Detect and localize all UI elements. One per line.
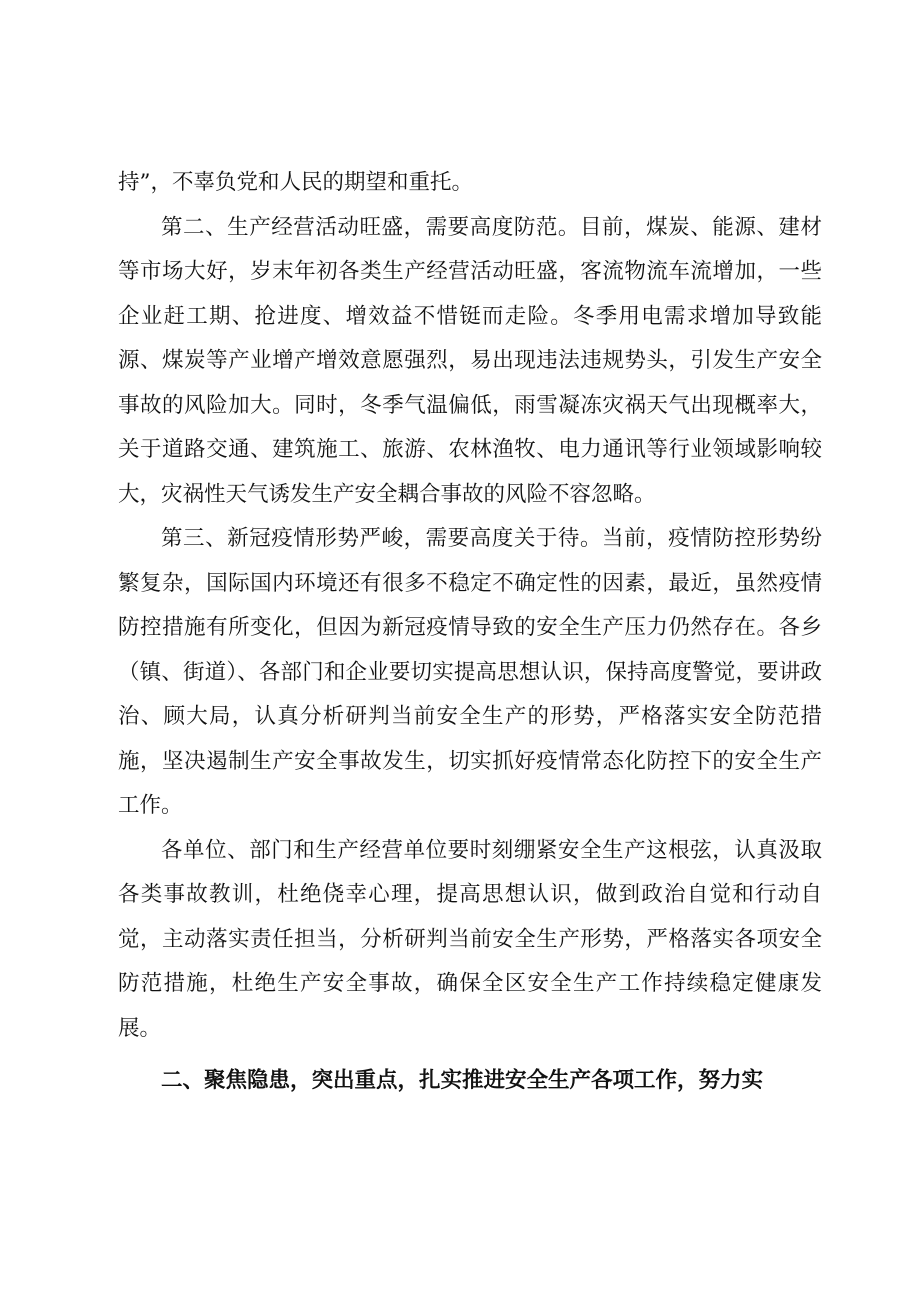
paragraph-continuation: 持”，不辜负党和人民的期望和重托。 <box>118 170 473 195</box>
paragraph-safety-awareness: 各单位、部门和生产经营单位要时刻绷紧安全生产这根弦，认真汲取各类事故教训，杜绝侥幸心理，提高思想认识，做到政治自觉和行动自觉，主动落实责任担当，分析研判当前安全生产形势，严格落实各项安全防范措施，杜绝生产安全事故，确保全区安全生产工作持续稳定健康发展。 <box>118 837 822 1041</box>
document-body <box>118 161 822 1104</box>
paragraph-epidemic-situation: 第三、新冠疫情形势严峻，需要高度关于待。当前，疫情防控形势纷繁复杂，国际国内环境还有很多不稳定不确定性的因素，最近，虽然疫情防控措施有所变化，但因为新冠疫情导致的安全生产压力仍然存在。各乡（镇、街道）、各部门和企业要切实提高思想认识，保持高度警觉，要讲政治、顾大局，认真分析研判当前安全生产的形势，严格落实安全防范措施，坚决遏制生产安全事故发生，切实抓好疫情常态化防控下的安全生产工作。 <box>118 526 822 818</box>
paragraph-production-activity: 第二、生产经营活动旺盛，需要高度防范。目前，煤炭、能源、建材等市场大好，岁末年初各类生产经营活动旺盛，客流物流车流增加，一些企业赶工期、抢进度、增效益不惜铤而走险。冬季用电需求增加导致能源、煤炭等产业增产增效意愿强烈，易出现违法违规势头，引发生产安全事故的风险加大。同时，冬季气温偏低，雨雪凝冻灾祸天气出现概率大，关于道路交通、建筑施工、旅游、农林渔牧、电力通讯等行业领域影响较大，灾祸性天气诱发生产安全耦合事故的风险不容忽略。 <box>118 214 822 507</box>
section-heading: 二、聚焦隐患，突出重点，扎实推进安全生产各项工作，努力实 <box>161 1068 764 1093</box>
